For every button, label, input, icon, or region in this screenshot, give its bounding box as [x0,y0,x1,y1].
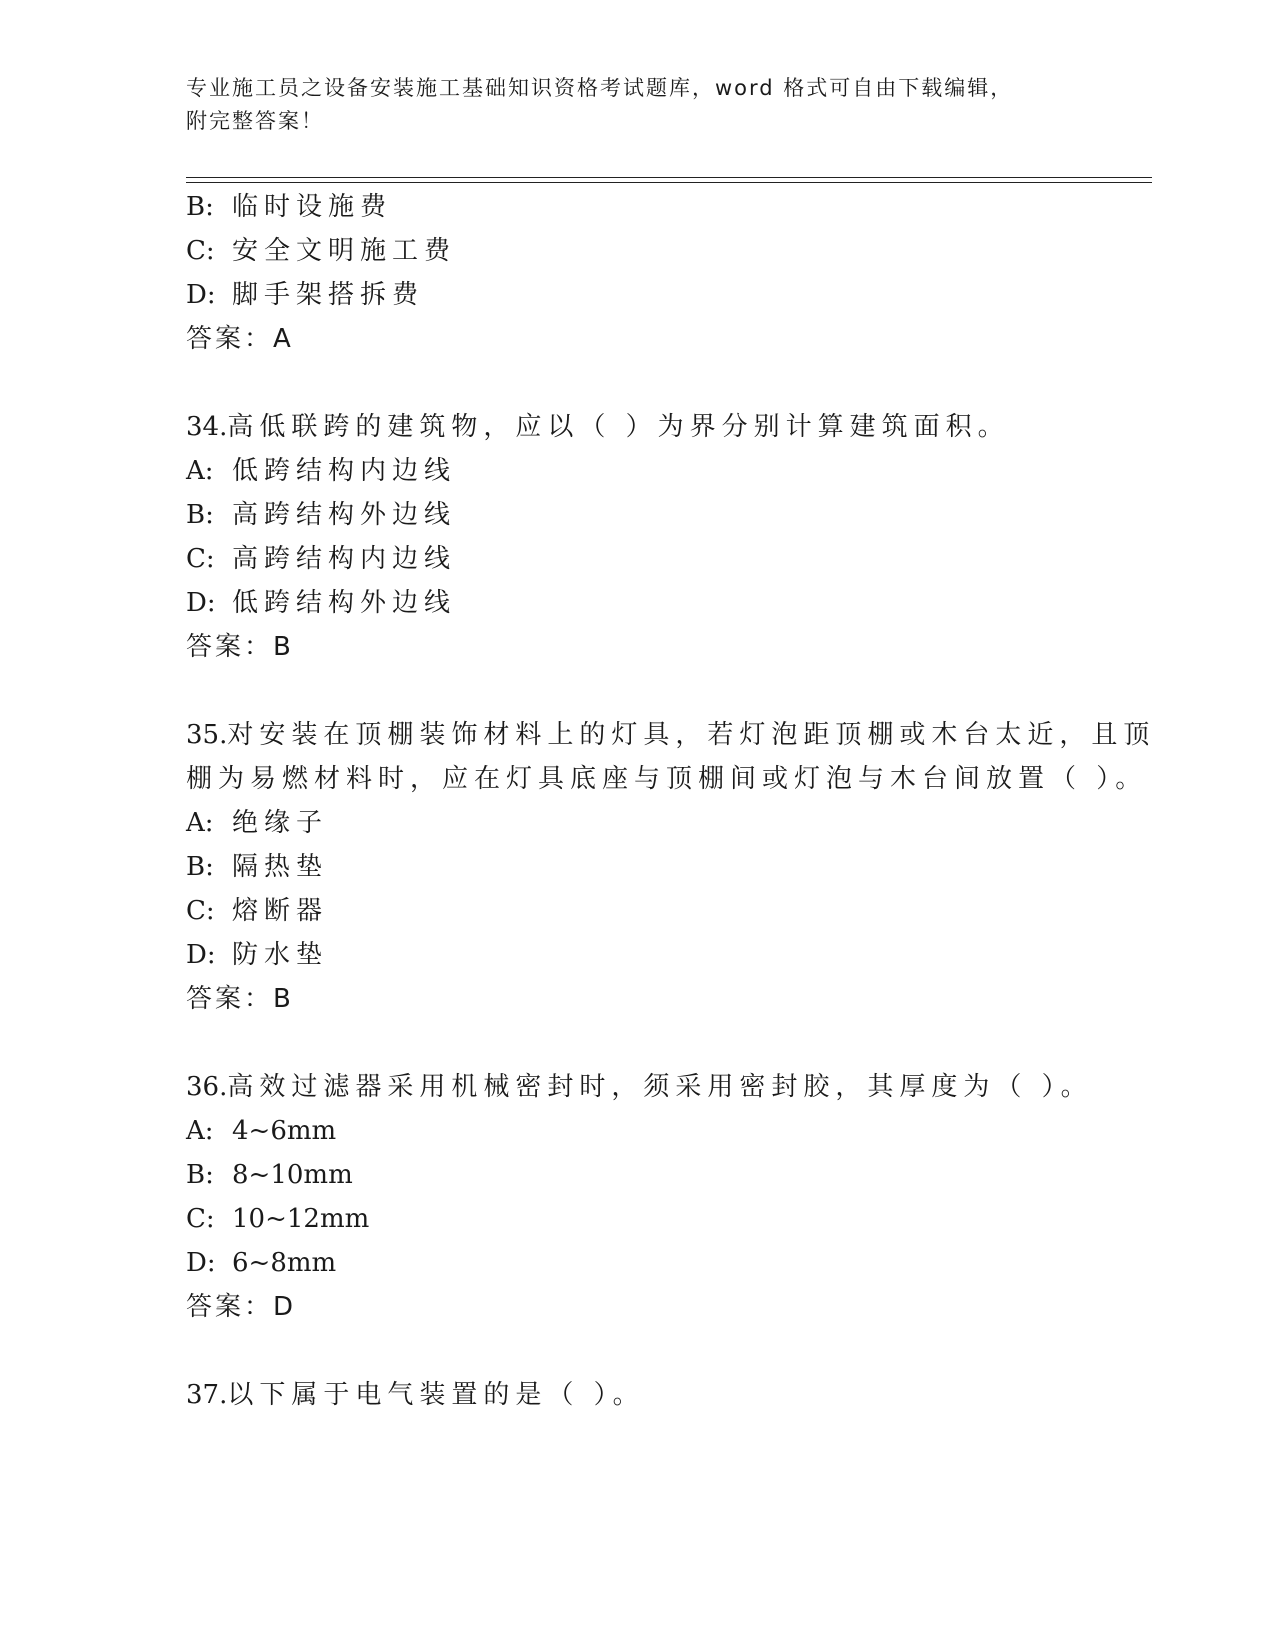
option-label: C: [186,896,215,926]
option-label: C: [186,544,215,574]
question-number: 36. [186,1072,228,1102]
option-text: 防水垫 [232,940,329,970]
option-text: 绝缘子 [232,808,329,838]
question-text: 对安装在顶棚装饰材料上的灯具，若灯泡距顶棚或木台太近，且顶 [227,720,1156,750]
q35-option-d [186,938,328,972]
q35-option-a [186,806,328,840]
option-text: 安全文明施工费 [232,236,457,266]
option-label: A: [186,1116,214,1146]
question-number: 37. [186,1380,228,1410]
option-label: D: [186,1248,216,1278]
question-37-stem [186,1378,645,1412]
option-text: 熔断器 [232,896,329,926]
option-label: B: [186,500,214,530]
question-35-stem-line-1 [186,718,1155,752]
prev-option-b [186,190,392,224]
option-label: D: [186,588,216,618]
question-number: 35. [186,720,228,750]
prev-option-d [186,278,424,312]
q36-answer: 答案：D [186,1292,297,1322]
question-34-stem [186,410,1010,444]
option-text: 高跨结构内边线 [232,544,457,574]
option-text: 10~12mm [232,1204,370,1234]
option-text: 4~6mm [232,1116,337,1146]
option-text: 6~8mm [232,1248,337,1278]
question-36-stem [186,1070,1093,1104]
q36-option-c [186,1202,369,1236]
q35-option-b [186,850,328,884]
option-label: B: [186,852,214,882]
header-divider-bottom [186,182,1152,183]
question-number: 34. [186,412,228,442]
q35-option-c [186,894,328,928]
option-text: 低跨结构外边线 [232,588,457,618]
question-text: 高低联跨的建筑物，应以（ ）为界分别计算建筑面积。 [227,412,1010,442]
document-header [186,72,1086,138]
q36-option-b [186,1158,353,1192]
option-label: B: [186,192,214,222]
q34-option-d [186,586,456,620]
question-35-stem-line-2: 棚为易燃材料时，应在灯具底座与顶棚间或灯泡与木台间放置（ ）。 [186,764,1148,794]
option-label: D: [186,940,216,970]
q34-answer: 答案：B [186,632,294,662]
prev-answer: 答案：A [186,324,294,354]
option-label: D: [186,280,216,310]
option-label: A: [186,808,214,838]
q34-option-b [186,498,456,532]
question-text: 高效过滤器采用机械密封时，须采用密封胶，其厚度为（ ）。 [227,1072,1093,1102]
header-line-2: 附完整答案！ [186,109,324,133]
q35-answer: 答案：B [186,984,294,1014]
option-text: 高跨结构外边线 [232,500,457,530]
option-label: A: [186,456,214,486]
option-text: 临时设施费 [232,192,393,222]
q36-option-a [186,1114,336,1148]
q36-option-d [186,1246,336,1280]
option-text: 低跨结构内边线 [232,456,457,486]
option-label: B: [186,1160,214,1190]
option-text: 脚手架搭拆费 [232,280,425,310]
header-line-1: 专业施工员之设备安装施工基础知识资格考试题库，word 格式可自由下载编辑， [186,76,1014,100]
question-text: 以下属于电气装置的是（ ）。 [227,1380,645,1410]
option-label: C: [186,236,215,266]
q34-option-a [186,454,456,488]
option-text: 隔热垫 [232,852,329,882]
q34-option-c [186,542,456,576]
option-text: 8~10mm [232,1160,353,1190]
header-divider-top [186,177,1152,178]
prev-option-c [186,234,456,268]
option-label: C: [186,1204,215,1234]
